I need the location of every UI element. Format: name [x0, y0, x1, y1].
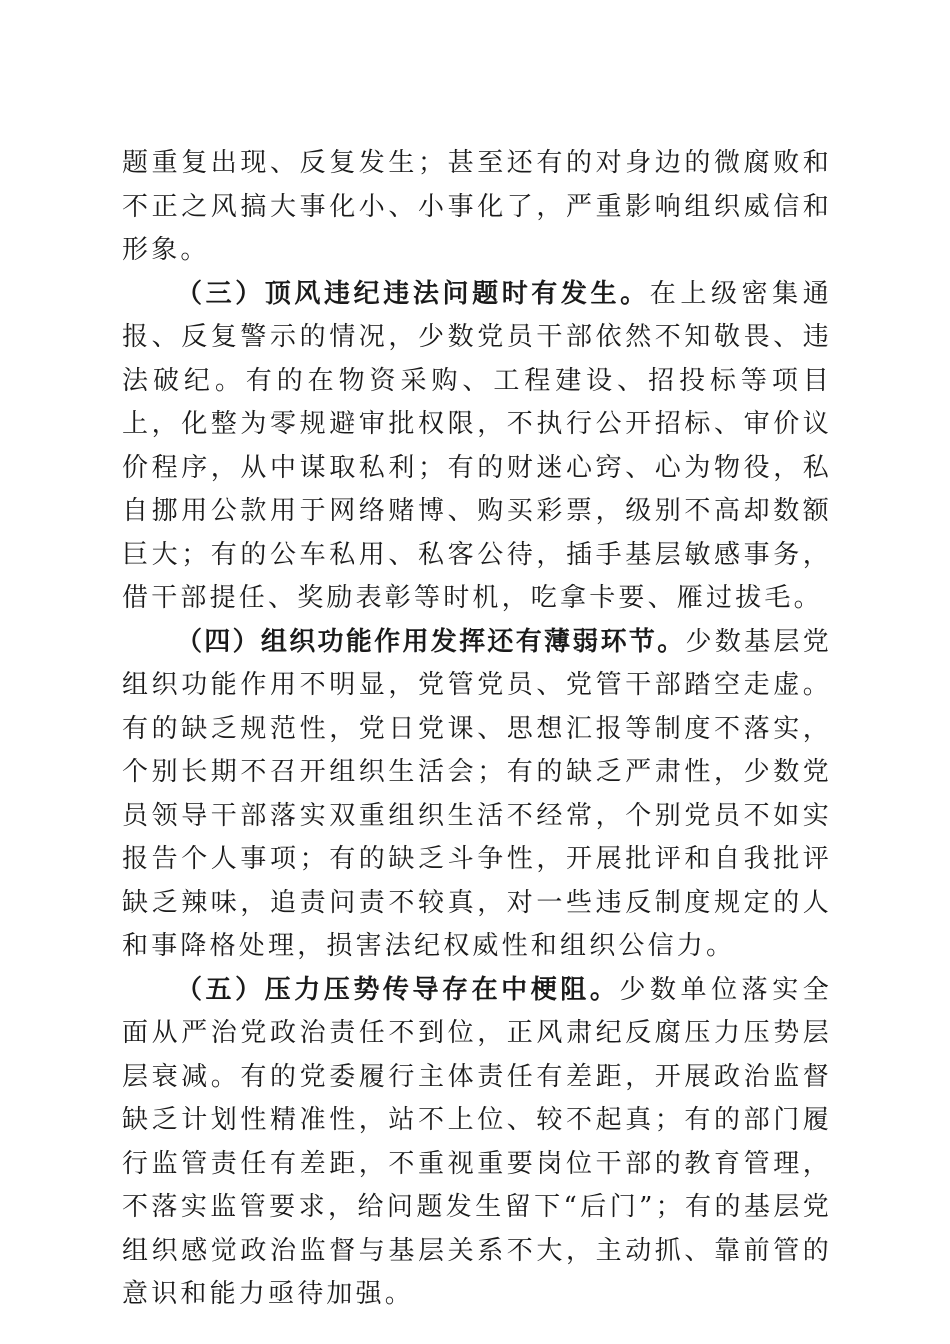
paragraph-section-4: [122, 621, 832, 969]
paragraph-section-5: [122, 969, 832, 1317]
section-heading-4: （四）组织功能作用发挥还有薄弱环节。: [176, 626, 686, 657]
paragraph-text: 题重复出现、反复发生；甚至还有的对身边的微腐败和不正之风搞大事化小、小事化了，严重影响组织威信和形象。: [122, 148, 832, 265]
paragraph-section-3: [122, 273, 832, 621]
paragraph-text: 少数单位落实全面从严治党政治责任不到位，正风肃纪反腐压力压势层层衰减。有的党委履行主体责任有差距，开展政治监督缺乏计划性精准性，站不上位、较不起真；有的部门履行监管责任有差距，不重视重要岗位干部的教育管理，不落实监管要求，给问题发生留下“后门”；有的基层党组织感觉政治监督与基层关系不大，主动抓、靠前管的意识和能力亟待加强。: [122, 974, 832, 1309]
document-body: [122, 142, 832, 1317]
section-heading-5: （五）压力压势传导存在中梗阻。: [176, 974, 620, 1005]
paragraph-text: 在上级密集通报、反复警示的情况，少数党员干部依然不知敬畏、违法破纪。有的在物资采购、工程建设、招投标等项目上，化整为零规避审批权限，不执行公开招标、审价议价程序，从中谋取私利；有的财迷心窍、心为物役，私自挪用公款用于网络赌博、购买彩票，级别不高却数额巨大；有的公车私用、私客公待，插手基层敏感事务，借干部提任、奖励表彰等时机，吃拿卡要、雁过拔毛。: [122, 278, 832, 613]
paragraph-text: 少数基层党组织功能作用不明显，党管党员、党管干部踏空走虚。有的缺乏规范性，党日党课、思想汇报等制度不落实，个别长期不召开组织生活会；有的缺乏严肃性，少数党员领导干部落实双重组织生活不经常，个别党员不如实报告个人事项；有的缺乏斗争性，开展批评和自我批评缺乏辣味，追责问责不较真，对一些违反制度规定的人和事降格处理，损害法纪权威性和组织公信力。: [122, 626, 832, 961]
section-heading-3: （三）顶风违纪违法问题时有发生。: [176, 278, 650, 309]
paragraph-continuation: [122, 142, 832, 273]
